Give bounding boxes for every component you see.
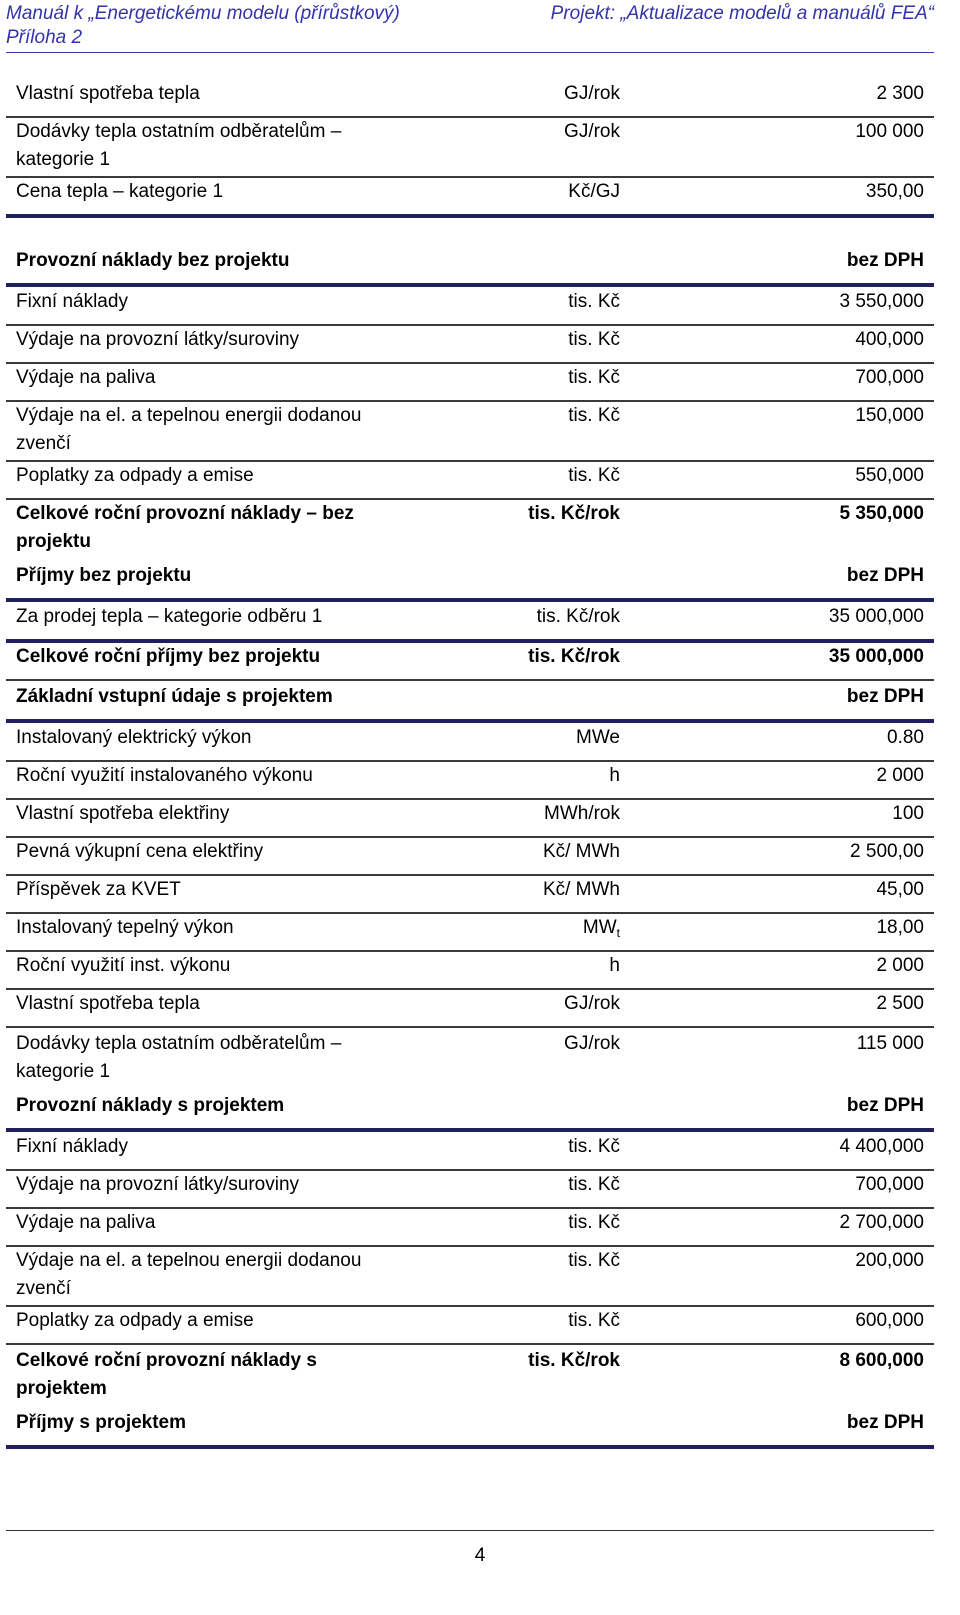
row-label: Fixní náklady (16, 291, 128, 312)
row-divider (6, 719, 934, 723)
header-project-title: Projekt: „Aktualizace modelů a manuálů FEA“ (550, 3, 934, 24)
table-row (6, 500, 934, 558)
row-unit (568, 402, 620, 430)
row-unit (564, 1030, 620, 1058)
table-row (6, 838, 934, 874)
row-value: 35 000,000 (828, 646, 924, 667)
table-row (6, 724, 934, 760)
table-row (6, 876, 934, 912)
row-label: Výdaje na el. a tepelnou energii dodanou zvenčí (16, 1250, 362, 1299)
row-value: 3 550,000 (839, 291, 924, 312)
row-unit (583, 914, 620, 947)
row-unit (544, 800, 620, 828)
row-label: Příspěvek za KVET (16, 879, 181, 900)
row-unit-text: tis. Kč/rok (528, 503, 620, 524)
row-value: 18,00 (876, 917, 924, 938)
table-row (6, 326, 934, 362)
table-row (6, 683, 934, 719)
row-value: 2 300 (876, 83, 924, 104)
row-unit (576, 724, 620, 752)
row-divider (6, 283, 934, 287)
row-unit (564, 990, 620, 1018)
row-unit (564, 118, 620, 146)
row-unit (568, 1171, 620, 1199)
row-unit-text: tis. Kč (568, 1212, 620, 1233)
row-unit-text: GJ/rok (564, 993, 620, 1014)
row-value: 150,000 (855, 405, 924, 426)
table-row (6, 118, 934, 176)
row-unit-text: MW (582, 917, 617, 938)
row-value: 115 000 (856, 1033, 924, 1054)
table-row (6, 1133, 934, 1169)
row-label: Provozní náklady bez projektu (16, 250, 290, 271)
row-unit-text: MWe (576, 727, 620, 748)
row-value: bez DPH (846, 1095, 924, 1116)
row-label: Roční využití inst. výkonu (16, 955, 231, 976)
table-row (6, 1092, 934, 1128)
row-divider (6, 1026, 934, 1028)
table-row (6, 80, 934, 116)
table-row (6, 178, 934, 214)
row-value: 700,000 (855, 1174, 924, 1195)
row-unit-text: tis. Kč/rok (528, 1350, 620, 1371)
row-label: Výdaje na paliva (16, 1212, 156, 1233)
row-unit-text: tis. Kč/rok (536, 606, 620, 627)
row-value: 2 500,00 (850, 841, 924, 862)
row-value: 0.80 (887, 727, 924, 748)
row-divider (6, 1445, 934, 1449)
row-label: Cena tepla – kategorie 1 (16, 181, 224, 202)
row-unit-text: GJ/rok (564, 83, 620, 104)
row-label: Instalovaný elektrický výkon (16, 727, 252, 748)
row-label: Výdaje na provozní látky/suroviny (16, 329, 300, 350)
row-unit-text: GJ/rok (564, 121, 620, 142)
row-unit-text: Kč/ MWh (542, 879, 620, 900)
row-unit (568, 178, 620, 206)
table-row (6, 1171, 934, 1207)
table-row (6, 562, 934, 598)
row-value: 2 000 (876, 955, 924, 976)
row-value: 5 350,000 (839, 503, 924, 524)
row-unit (568, 1307, 620, 1335)
header-manual-title: Manuál k „Energetickému modelu (přírůstkový) (6, 3, 400, 24)
row-unit (568, 462, 620, 490)
page-header (6, 0, 934, 53)
table-row (6, 1247, 934, 1305)
table-row (6, 603, 934, 639)
row-value: 100 000 (855, 121, 924, 142)
table-row (6, 1307, 934, 1343)
row-label: Poplatky za odpady a emise (16, 465, 254, 486)
row-unit-text: Kč/GJ (568, 181, 620, 202)
row-label: Celkové roční provozní náklady – bez projektu (16, 503, 354, 552)
table-row (6, 1409, 934, 1445)
row-label: Poplatky za odpady a emise (16, 1310, 254, 1331)
row-label: Fixní náklady (16, 1136, 128, 1157)
row-unit-text: tis. Kč/rok (528, 646, 620, 667)
row-unit (537, 603, 620, 631)
row-unit-subscript: t (616, 926, 620, 940)
row-value: 100 (892, 803, 924, 824)
row-label: Dodávky tepla ostatním odběratelům – kategorie 1 (16, 1033, 342, 1082)
table-row (6, 800, 934, 836)
row-unit (528, 1347, 620, 1375)
row-value: 2 500 (876, 993, 924, 1014)
table-row (6, 990, 934, 1026)
row-value: bez DPH (846, 250, 924, 271)
row-value: 400,000 (855, 329, 924, 350)
row-label: Roční využití instalovaného výkonu (16, 765, 313, 786)
row-unit (568, 326, 620, 354)
row-value: 600,000 (855, 1310, 924, 1331)
row-value: 45,00 (876, 879, 924, 900)
row-unit-text: tis. Kč (568, 1136, 620, 1157)
row-unit-text: Kč/ MWh (542, 841, 620, 862)
row-label: Výdaje na provozní látky/suroviny (16, 1174, 300, 1195)
row-value: 200,000 (855, 1250, 924, 1271)
row-unit-text: tis. Kč (568, 1310, 620, 1331)
table-row (6, 643, 934, 679)
table-row (6, 288, 934, 324)
row-value: 8 600,000 (839, 1350, 924, 1371)
row-divider (6, 679, 934, 681)
row-unit-text: GJ/rok (564, 1033, 620, 1054)
row-label: Příjmy s projektem (16, 1412, 187, 1433)
row-unit-text: tis. Kč (568, 291, 620, 312)
row-label: Celkové roční provozní náklady s projektem (16, 1350, 317, 1399)
row-unit (568, 288, 620, 316)
row-value: 2 700,000 (839, 1212, 924, 1233)
row-value: bez DPH (846, 565, 924, 586)
table-row (6, 1347, 934, 1405)
table-row (6, 402, 934, 460)
page-number: 4 (474, 1545, 486, 1566)
row-value: 550,000 (855, 465, 924, 486)
row-label: Výdaje na el. a tepelnou energii dodanou zvenčí (16, 405, 362, 454)
row-unit (568, 1133, 620, 1161)
row-unit (568, 1209, 620, 1237)
table-row (6, 247, 934, 283)
row-unit-text: tis. Kč (568, 367, 620, 388)
row-unit-text: tis. Kč (568, 465, 620, 486)
row-label: Provozní náklady s projektem (16, 1095, 285, 1116)
table-row (6, 1209, 934, 1245)
row-unit (568, 364, 620, 392)
row-label: Celkové roční příjmy bez projektu (16, 646, 321, 667)
table-row (6, 462, 934, 498)
row-label: Základní vstupní údaje s projektem (16, 686, 333, 707)
row-value: bez DPH (846, 686, 924, 707)
table-row (6, 762, 934, 798)
row-divider (6, 1343, 934, 1345)
row-value: 700,000 (855, 367, 924, 388)
row-unit-text: tis. Kč (568, 1174, 620, 1195)
row-value: 4 400,000 (839, 1136, 924, 1157)
row-unit-text: h (609, 765, 620, 786)
row-label: Vlastní spotřeba tepla (16, 993, 200, 1014)
row-unit (568, 1247, 620, 1275)
row-unit (528, 643, 620, 671)
footer-divider (6, 1530, 934, 1531)
row-label: Příjmy bez projektu (16, 565, 192, 586)
row-unit-text: tis. Kč (568, 1250, 620, 1271)
row-unit (609, 952, 620, 980)
row-unit (543, 876, 620, 904)
row-label: Pevná výkupní cena elektřiny (16, 841, 264, 862)
row-label: Výdaje na paliva (16, 367, 156, 388)
row-value: bez DPH (846, 1412, 924, 1433)
row-unit-text: tis. Kč (568, 405, 620, 426)
row-divider (6, 214, 934, 218)
row-unit-text: h (609, 955, 620, 976)
row-unit (543, 838, 620, 866)
row-label: Dodávky tepla ostatním odběratelům – kategorie 1 (16, 121, 342, 170)
row-value: 2 000 (876, 765, 924, 786)
row-label: Vlastní spotřeba tepla (16, 83, 200, 104)
row-value: 35 000,000 (828, 606, 924, 627)
row-unit-text: MWh/rok (544, 803, 620, 824)
row-label: Instalovaný tepelný výkon (16, 917, 234, 938)
table-row (6, 1030, 934, 1088)
row-divider (6, 1128, 934, 1132)
row-label: Za prodej tepla – kategorie odběru 1 (16, 606, 323, 627)
row-unit (609, 762, 620, 790)
row-divider (6, 598, 934, 602)
table-row (6, 952, 934, 988)
table-row (6, 364, 934, 400)
row-value: 350,00 (865, 181, 924, 202)
row-unit (528, 500, 620, 528)
header-appendix: Příloha 2 (6, 27, 83, 48)
table-row (6, 914, 934, 950)
row-label: Vlastní spotřeba elektřiny (16, 803, 230, 824)
row-unit-text: tis. Kč (568, 329, 620, 350)
row-unit (564, 80, 620, 108)
